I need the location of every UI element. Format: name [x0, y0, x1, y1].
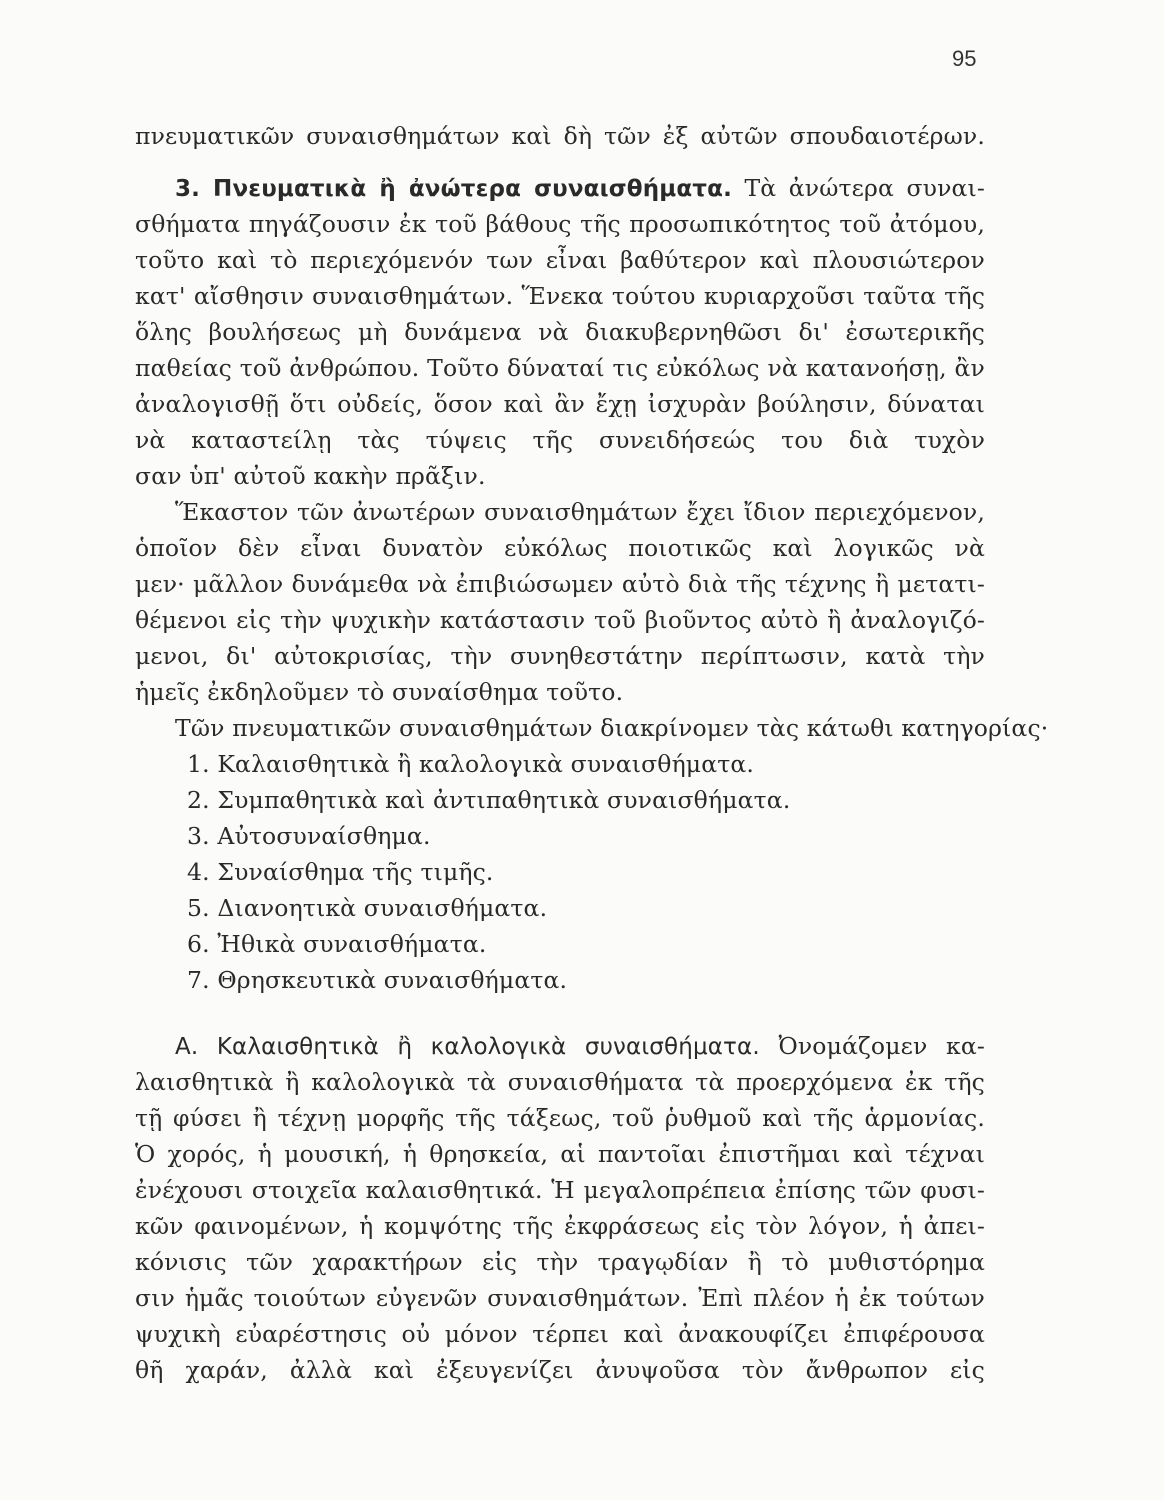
list-item: 2. Συμπαθητικὰ καὶ ἀντιπαθητικὰ συναισθήματα.	[187, 786, 791, 814]
text-line: νὰ καταστείλῃ τὰς τύψεις τῆς συνειδήσεώς του διὰ τυχὸν	[135, 426, 985, 454]
text-line: μεν· μᾶλλον δυνάμεθα νὰ ἐπιβιώσωμεν αὐτὸ διὰ τῆς τέχνης ἢ μετατι-	[135, 570, 985, 598]
text-line: κόνισις τῶν χαρακτήρων εἰς τὴν τραγῳδίαν ἢ τὸ μυθιστόρημα	[135, 1248, 985, 1276]
page-number: 95	[952, 46, 977, 71]
text-line: ἐνέχουσι στοιχεῖα καλαισθητικά. Ἡ μεγαλοπρέπεια ἐπίσης τῶν φυσι-	[135, 1176, 985, 1204]
text-line: σιν ἡμᾶς τοιούτων εὐγενῶν συναισθημάτων. Ἐπὶ πλέον ἡ ἐκ τούτων	[135, 1284, 985, 1312]
list-item: 7. Θρησκευτικὰ συναισθήματα.	[187, 966, 568, 994]
section-heading: 3. Πνευματικὰ ἢ ἀνώτερα συναισθήματα.	[175, 176, 732, 202]
list-item: 4. Συναίσθημα τῆς τιμῆς.	[187, 858, 494, 886]
list-item: 1. Καλαισθητικὰ ἢ καλολογικὰ συναισθήματα.	[187, 750, 755, 778]
list-item: 3. Αὐτοσυναίσθημα.	[187, 822, 431, 850]
text-line: σαν ὑπ' αὐτοῦ κακὴν πρᾶξιν.	[135, 462, 486, 490]
list-item: 5. Διανοητικὰ συναισθήματα.	[187, 894, 548, 922]
text-line: σθήματα πηγάζουσιν ἐκ τοῦ βάθους τῆς προσωπικότητος τοῦ ἀτόμου,	[135, 210, 985, 238]
text-line: παθείας τοῦ ἀνθρώπου. Τοῦτο δύναταί τις εὐκόλως νὰ κατανοήσῃ, ἂν	[135, 354, 985, 382]
text-line: πνευματικῶν συναισθημάτων καὶ δὴ τῶν ἐξ αὐτῶν σπουδαιοτέρων.	[135, 122, 985, 150]
category-list	[135, 746, 985, 998]
text-line: θέμενοι εἰς τὴν ψυχικὴν κατάστασιν τοῦ βιοῦντος αὐτὸ ἢ ἀναλογιζό-	[135, 606, 985, 634]
text-line: Τῶν πνευματικῶν συναισθημάτων διακρίνομεν τὰς κάτωθι κατηγορίας·	[175, 714, 1049, 742]
text-line: ἡμεῖς ἐκδηλοῦμεν τὸ συναίσθημα τοῦτο.	[135, 678, 624, 706]
text-fragment: Τὰ ἀνώτερα συναι-	[744, 174, 985, 202]
section-a-heading-line	[135, 1028, 985, 1064]
section-a-title: Α. Καλαισθητικὰ ἢ καλολογικὰ συναισθήματα.	[175, 1034, 760, 1060]
list-item: 6. Ἠθικὰ συναισθήματα.	[187, 930, 487, 958]
text-line: θῆ χαράν, ἀλλὰ καὶ ἐξευγενίζει ἀνυψοῦσα τὸν ἄνθρωπον εἰς	[135, 1356, 985, 1384]
text-line: λαισθητικὰ ἢ καλολογικὰ τὰ συναισθήματα τὰ προερχόμενα ἐκ τῆς	[135, 1068, 985, 1096]
body-text	[135, 118, 1049, 1388]
text-line: ἀναλογισθῇ ὅτι οὐδείς, ὅσον καὶ ἂν ἔχῃ ἰσχυρὰν βούλησιν, δύναται	[135, 390, 985, 418]
text-line: ψυχικὴ εὐαρέστησις οὐ μόνον τέρπει καὶ ἀνακουφίζει ἐπιφέρουσα	[135, 1320, 985, 1348]
text-line: Ἕκαστον τῶν ἀνωτέρων συναισθημάτων ἔχει ἴδιον περιεχόμενον,	[175, 498, 985, 526]
text-line: μενοι, δι' αὐτοκρισίας, τὴν συνηθεστάτην περίπτωσιν, κατὰ τὴν	[135, 642, 985, 670]
text-fragment: Ὀνομάζομεν κα-	[778, 1032, 985, 1060]
text-line: κατ' αἴσθησιν συναισθημάτων. Ἕνεκα τούτου κυριαρχοῦσι ταῦτα τῆς	[135, 282, 985, 310]
text-line: κῶν φαινομένων, ἡ κομψότης τῆς ἐκφράσεως εἰς τὸν λόγον, ἡ ἀπει-	[135, 1212, 985, 1240]
heading-line	[135, 170, 985, 206]
text-line: Ὁ χορός, ἡ μουσική, ἡ θρησκεία, αἱ παντοῖαι ἐπιστῆμαι καὶ τέχναι	[135, 1140, 985, 1168]
text-line: τοῦτο καὶ τὸ περιεχόμενόν των εἶναι βαθύτερον καὶ πλουσιώτερον	[135, 246, 985, 274]
text-line: ὁποῖον δὲν εἶναι δυνατὸν εὐκόλως ποιοτικῶς καὶ λογικῶς νὰ	[135, 534, 985, 562]
text-line: τῇ φύσει ἢ τέχνῃ μορφῆς τῆς τάξεως, τοῦ ῥυθμοῦ καὶ τῆς ἁρμονίας.	[135, 1104, 985, 1132]
text-line: ὅλης βουλήσεως μὴ δυνάμενα νὰ διακυβερνηθῶσι δι' ἐσωτερικῆς	[135, 318, 985, 346]
